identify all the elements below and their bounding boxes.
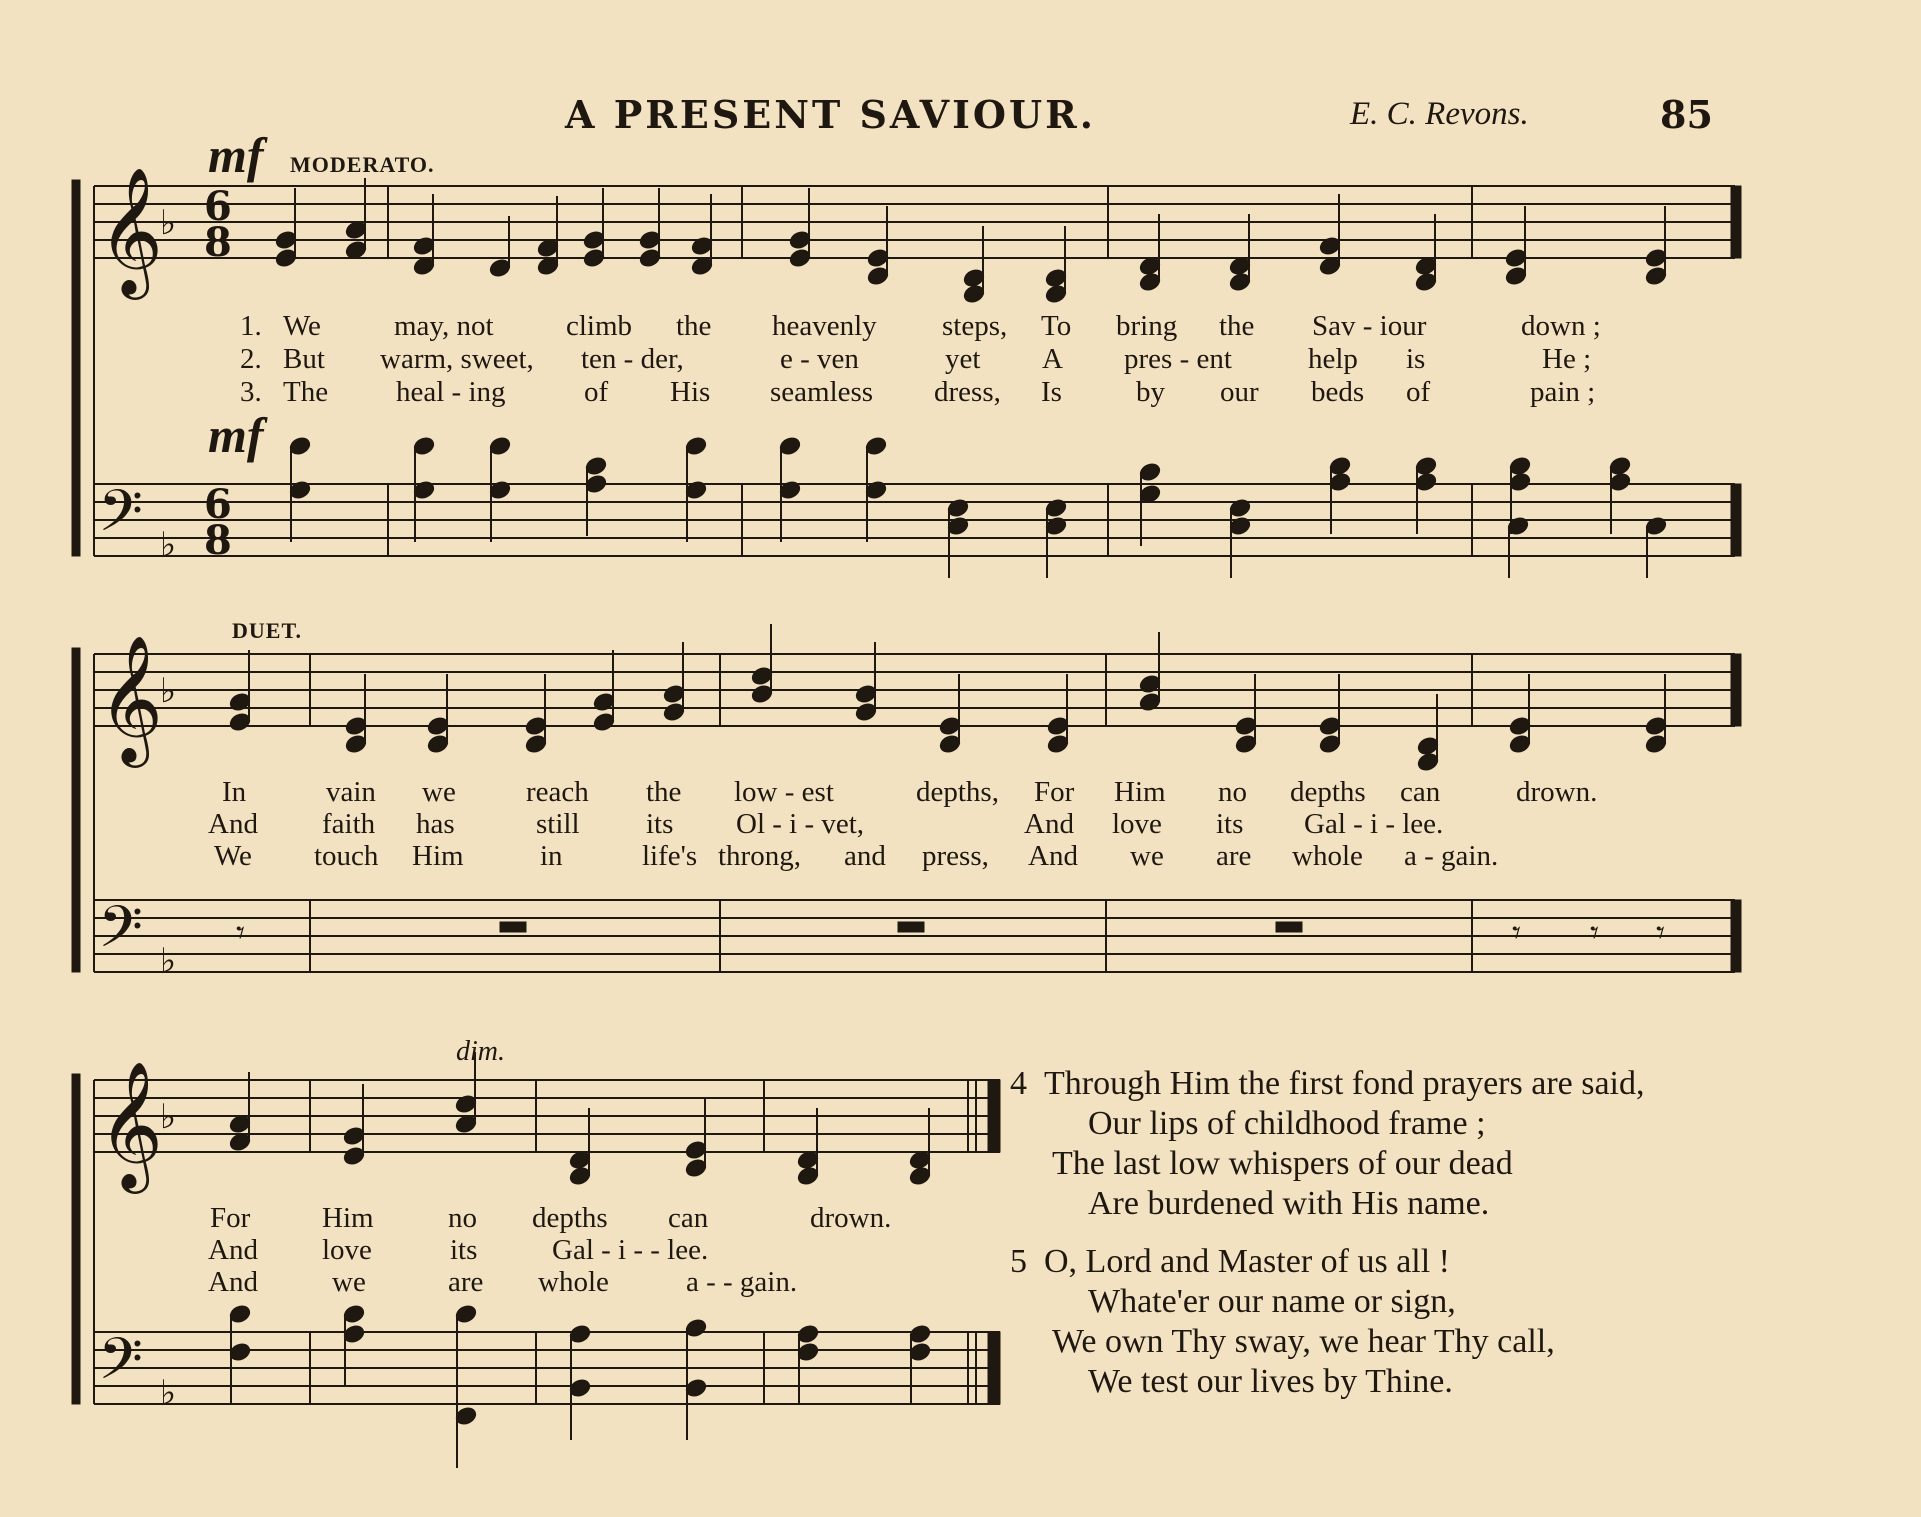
lyric-word: Is [1041, 376, 1062, 408]
lyric-word: has [416, 808, 455, 840]
time-signature: 8 [204, 219, 232, 266]
final-double-barline [988, 1332, 1000, 1404]
eighth-rest: 𝄾 [1656, 913, 1666, 953]
lyric-word: reach [526, 776, 589, 808]
lyric-word: low - est [734, 776, 834, 808]
lyric-word: can [1400, 776, 1441, 808]
whole-rest [1276, 922, 1302, 932]
lyric-word: still [536, 808, 580, 840]
hymn-title: A PRESENT SAVIOUR. [565, 92, 1096, 137]
lyric-word: a - - gain. [686, 1266, 798, 1298]
lyric-word: Sav - iour [1312, 310, 1427, 342]
stanza-line: Whate'er our name or sign, [1088, 1283, 1456, 1320]
lyric-word: In [222, 776, 247, 808]
lyric-word: its [450, 1234, 478, 1266]
lyric-word: press, [922, 840, 989, 872]
lyric-word: no [448, 1202, 477, 1234]
eighth-rest: 𝄾 [236, 913, 246, 953]
stanza-line: Through Him the first fond prayers are said, [1044, 1065, 1645, 1102]
lyric-word: For [1034, 776, 1075, 808]
lyric-word: the [646, 776, 682, 808]
lyric-word: pres - ent [1124, 343, 1232, 375]
lyric-word: And [208, 808, 258, 840]
stanza-number: 4 [1010, 1065, 1027, 1102]
lyric-word: heal - ing [396, 376, 506, 408]
whole-rest [500, 922, 526, 932]
lyric-word: the [1219, 310, 1255, 342]
lyric-word: are [448, 1266, 484, 1298]
tempo-marking: MODERATO. [290, 152, 435, 177]
lyric-word: And [208, 1234, 258, 1266]
lyric-word: To [1041, 310, 1072, 342]
lyric-word: the [676, 310, 712, 342]
lyric-word: whole [538, 1266, 609, 1298]
eighth-rest: 𝄾 [1590, 913, 1600, 953]
lyric-word: His [670, 376, 711, 408]
lyric-word: of [1406, 376, 1431, 408]
lyric-word: may, not [394, 310, 494, 342]
final-barline [1731, 654, 1741, 726]
eighth-rest: 𝄾 [1512, 913, 1522, 953]
clef: 𝄞 [98, 1060, 164, 1188]
lyric-word: by [1136, 376, 1165, 408]
lyric-word: yet [945, 343, 981, 375]
key-signature-flat: ♭ [160, 1097, 177, 1137]
lyric-word: Him [412, 840, 464, 872]
lyric-word: depths [532, 1202, 608, 1234]
lyric-word: beds [1311, 376, 1365, 408]
diminuendo-marking: dim. [456, 1036, 505, 1067]
lyric-word: in [540, 840, 563, 872]
lyric-word: our [1220, 376, 1259, 408]
lyric-word: e - ven [780, 343, 859, 375]
lyric-word: are [1216, 840, 1252, 872]
lyric-word: warm, sweet, [380, 343, 534, 375]
lyric-word: its [1216, 808, 1244, 840]
whole-rest [898, 922, 924, 932]
lyric-word: down ; [1521, 310, 1601, 342]
lyric-word: life's [642, 840, 698, 872]
key-signature-flat: ♭ [160, 941, 177, 981]
lyric-word: The [283, 376, 329, 408]
stanza-line: We own Thy sway, we hear Thy call, [1052, 1323, 1555, 1360]
time-signature: 6 [204, 481, 232, 528]
lyric-word: And [208, 1266, 258, 1298]
key-signature-flat: ♭ [160, 671, 177, 711]
lyric-word: Gal - i - lee. [1304, 808, 1444, 840]
lyric-word: no [1218, 776, 1247, 808]
lyric-word: its [646, 808, 674, 840]
stanza-line: The last low whispers of our dead [1052, 1145, 1513, 1182]
lyric-word: can [668, 1202, 709, 1234]
lyric-word: We [214, 840, 252, 872]
lyric-word: We [283, 310, 321, 342]
final-barline [1731, 900, 1741, 972]
stanza-5 [1010, 1242, 1555, 1402]
page-number: 85 [1660, 92, 1713, 137]
final-double-barline [988, 1080, 1000, 1152]
lyric-word: whole [1292, 840, 1363, 872]
lyric-word: depths [1290, 776, 1366, 808]
stanza-number: 5 [1010, 1243, 1027, 1280]
lyric-word: Ol - i - vet, [736, 808, 865, 840]
lyric-word: we [422, 776, 456, 808]
lyric-word: bring [1116, 310, 1178, 342]
time-signature: 8 [204, 517, 232, 564]
dynamic-treble-1: mf [208, 127, 264, 183]
lyric-word: But [283, 343, 325, 375]
lyric-word: drown. [1516, 776, 1598, 808]
lyric-word: dress, [934, 376, 1001, 408]
lyric-word: Him [1114, 776, 1166, 808]
lyric-word: steps, [942, 310, 1008, 342]
dynamic-bass-1: mf [208, 407, 264, 463]
lyric-word: help [1308, 343, 1358, 375]
lyric-word: pain ; [1530, 376, 1596, 408]
lyric-word: of [584, 376, 609, 408]
lyric-word: ten - der, [581, 343, 684, 375]
final-barline [1731, 186, 1741, 258]
lyric-word: is [1406, 343, 1426, 375]
stanza-line: Our lips of childhood frame ; [1088, 1105, 1486, 1142]
lyric-word: we [332, 1266, 366, 1298]
lyric-word: For [210, 1202, 251, 1234]
lyric-word: and [844, 840, 886, 872]
duet-label: DUET. [232, 618, 302, 643]
final-barline [1731, 484, 1741, 556]
lyric-word: 3. [240, 376, 262, 408]
lyric-word: climb [566, 310, 633, 342]
lyric-word: Him [322, 1202, 374, 1234]
key-signature-flat: ♭ [160, 1373, 177, 1413]
system-brace [72, 648, 80, 972]
clef: 𝄢 [98, 477, 144, 559]
lyric-word: 1. [240, 310, 262, 342]
system-brace [72, 180, 80, 556]
lyric-word: Gal - i - - lee. [552, 1234, 709, 1266]
lyric-word: a - gain. [1404, 840, 1499, 872]
lyric-word: love [322, 1234, 372, 1266]
stanza-line: O, Lord and Master of us all ! [1044, 1243, 1451, 1280]
lyric-word: we [1130, 840, 1164, 872]
lyric-word: depths, [916, 776, 999, 808]
lyric-word: heavenly [772, 310, 877, 342]
key-signature-flat: ♭ [160, 203, 177, 243]
stanza-line: Are burdened with His name. [1088, 1185, 1490, 1222]
stanza-4 [1010, 1064, 1645, 1224]
lyric-word: And [1024, 808, 1074, 840]
clef: 𝄞 [98, 166, 164, 294]
lyric-word: drown. [810, 1202, 892, 1234]
clef: 𝄞 [98, 634, 164, 762]
stanza-line: We test our lives by Thine. [1088, 1363, 1453, 1400]
lyric-word: seamless [770, 376, 874, 408]
lyric-word: A [1042, 343, 1063, 375]
lyric-word: He ; [1542, 343, 1592, 375]
composer-name: E. C. Revons. [1350, 96, 1529, 132]
key-signature-flat: ♭ [160, 525, 177, 565]
lyric-word: And [1028, 840, 1078, 872]
lyric-word: vain [326, 776, 376, 808]
lyric-word: faith [322, 808, 376, 840]
system-brace [72, 1074, 80, 1404]
lyric-word: touch [314, 840, 379, 872]
lyric-word: throng, [718, 840, 801, 872]
time-signature: 6 [204, 183, 232, 230]
lyric-word: love [1112, 808, 1162, 840]
lyric-word: 2. [240, 343, 262, 375]
clef: 𝄢 [98, 893, 144, 975]
clef: 𝄢 [98, 1325, 144, 1407]
